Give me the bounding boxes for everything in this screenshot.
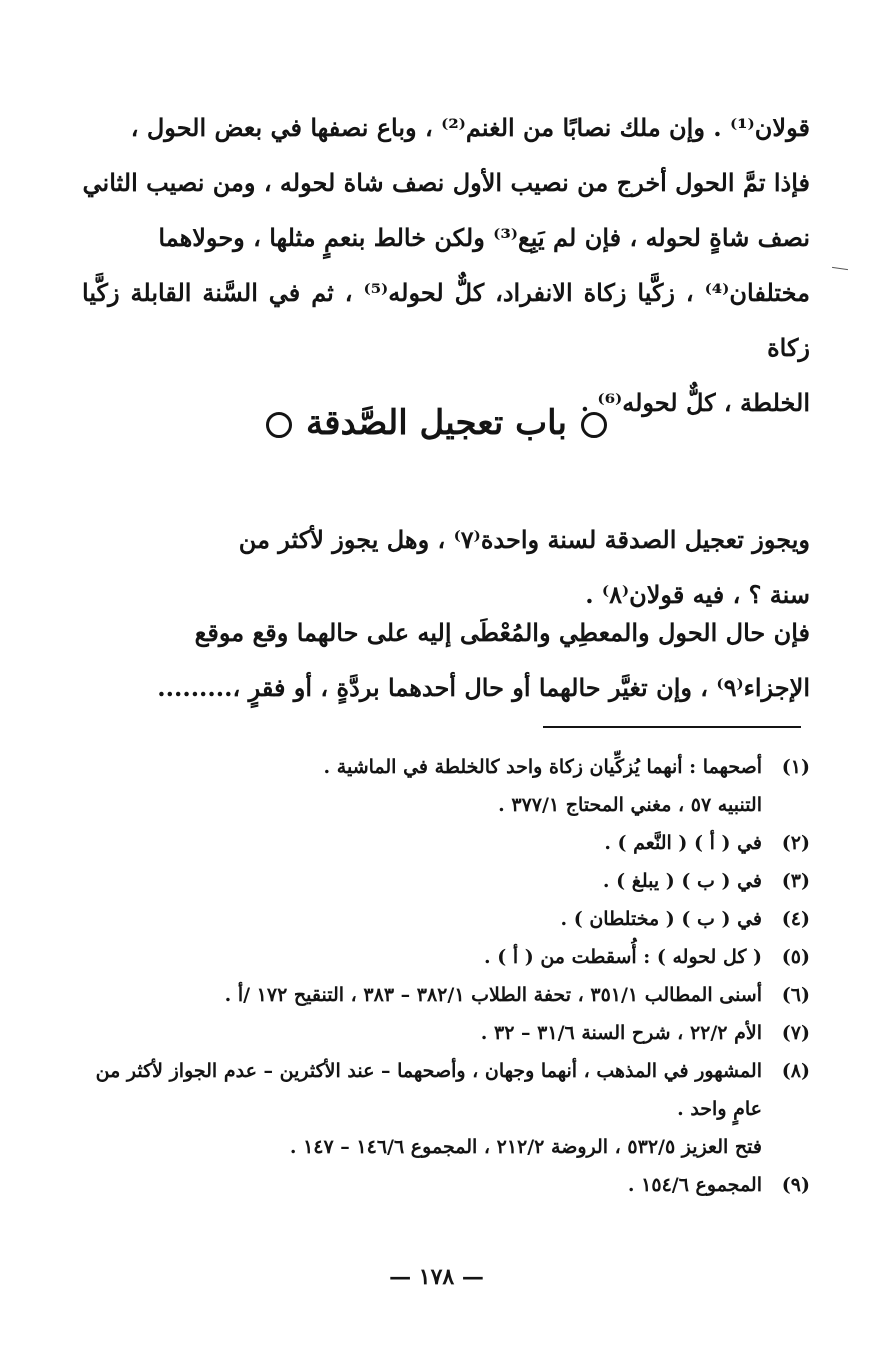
- footnote-text: التنبيه ٥٧ ، مغني المحتاج ٣٧٧/١ .: [498, 794, 762, 816]
- footnote-item: [82, 938, 810, 976]
- footnote-text: الأم ٢٢/٢ ، شرح السنة ٣١/٦ – ٣٢ .: [480, 1022, 762, 1044]
- top-paragraph: [82, 100, 810, 430]
- footnote-item: [82, 824, 810, 862]
- footnote-text: في ( ب ) ( مختلطان ) .: [560, 908, 762, 930]
- footnote-number: (٤): [781, 908, 810, 930]
- footnote-item: [82, 748, 810, 824]
- footnote-item: [82, 1166, 810, 1204]
- text-line: الخلطة ، كلٌّ لحوله⁽⁶⁾ .: [580, 388, 810, 417]
- footnote-number: (٩): [781, 1174, 810, 1196]
- footnote-text: المشهور في المذهب ، أنهما وجهان ، وأصحهما – عند الأكثرين – عدم الجواز لأكثر من عامٍ واحد .: [95, 1060, 762, 1120]
- text-line: سنة ؟ ، فيه قولان⁽٨⁾ .: [585, 580, 810, 609]
- circle-ornament-icon: [266, 412, 292, 438]
- footnote-number: (٦): [781, 984, 810, 1006]
- footnote-text: فتح العزيز ٥٣٢/٥ ، الروضة ٢١٢/٢ ، المجموع ١٤٦/٦ – ١٤٧ .: [289, 1136, 762, 1158]
- footnote-text: ( كل لحوله ) : أُسقطت من ( أ ) .: [484, 946, 762, 968]
- footnote-item: [82, 900, 810, 938]
- footnote-text: في ( ب ) ( يبلغ ) .: [602, 870, 762, 892]
- footnote-number: (٢): [781, 832, 810, 854]
- footnote-text: المجموع ١٥٤/٦ .: [627, 1174, 762, 1196]
- footnote-item: [82, 1052, 810, 1166]
- footnote-number: (٨): [781, 1060, 810, 1082]
- footnote-item: [82, 976, 810, 1014]
- text-line: مختلفان⁽⁴⁾ ، زكَّيا زكاة الانفراد، كلٌّ لحوله⁽⁵⁾ ، ثم في السَّنة القابلة زكَّيا زكاة: [82, 278, 811, 362]
- footnote-number: (٧): [781, 1022, 810, 1044]
- text-line: فإن حال الحول والمعطِي والمُعْطَى إليه على حالهما وقع موقع: [194, 618, 810, 647]
- footnote-number: (١): [781, 756, 810, 778]
- text-line: ويجوز تعجيل الصدقة لسنة واحدة⁽٧⁾ ، وهل يجوز لأكثر من: [238, 525, 810, 554]
- footnotes: [82, 748, 810, 1204]
- section-paragraph-2: [82, 605, 810, 715]
- heading-text: باب تعجيل الصَّدقة: [306, 403, 567, 443]
- margin-mark: [832, 267, 848, 270]
- footnote-number: (٣): [781, 870, 810, 892]
- footnote-text: في ( أ ) ( النَّعم ) .: [604, 832, 762, 854]
- text-line: نصف شاةٍ لحوله ، فإن لم يَبِع⁽³⁾ ولكن خالط بنعمٍ مثلها ، وحولاهما: [158, 223, 810, 252]
- footnote-text: أسنى المطالب ٣٥١/١ ، تحفة الطلاب ٣٨٢/١ – ٣٨٣ ، التنقيح ١٧٢ /أ .: [224, 984, 762, 1006]
- footnote-number: (٥): [781, 946, 810, 968]
- page-number: — ١٧٨ —: [389, 1264, 484, 1290]
- footnote-separator: [543, 726, 801, 728]
- footnote-text: أصحهما : أنهما يُزكِّيان زكاة واحد كالخلطة في الماشية .: [323, 756, 762, 778]
- circle-ornament-icon: [581, 412, 607, 438]
- text-line: الإجزاء⁽٩⁾ ، وإن تغيَّر حالهما أو حال أحدهما بردَّةٍ ، أو فقرٍ ،.........: [157, 673, 810, 702]
- footnote-item: [82, 1014, 810, 1052]
- chapter-heading: [0, 398, 873, 448]
- text-line: فإذا تمَّ الحول أخرج من نصيب الأول نصف شاة لحوله ، ومن نصيب الثاني: [82, 168, 810, 197]
- footnote-item: [82, 862, 810, 900]
- text-line: قولان⁽¹⁾ . وإن ملك نصابًا من الغنم⁽²⁾ ، وباع نصفها في بعض الحول ،: [130, 113, 810, 142]
